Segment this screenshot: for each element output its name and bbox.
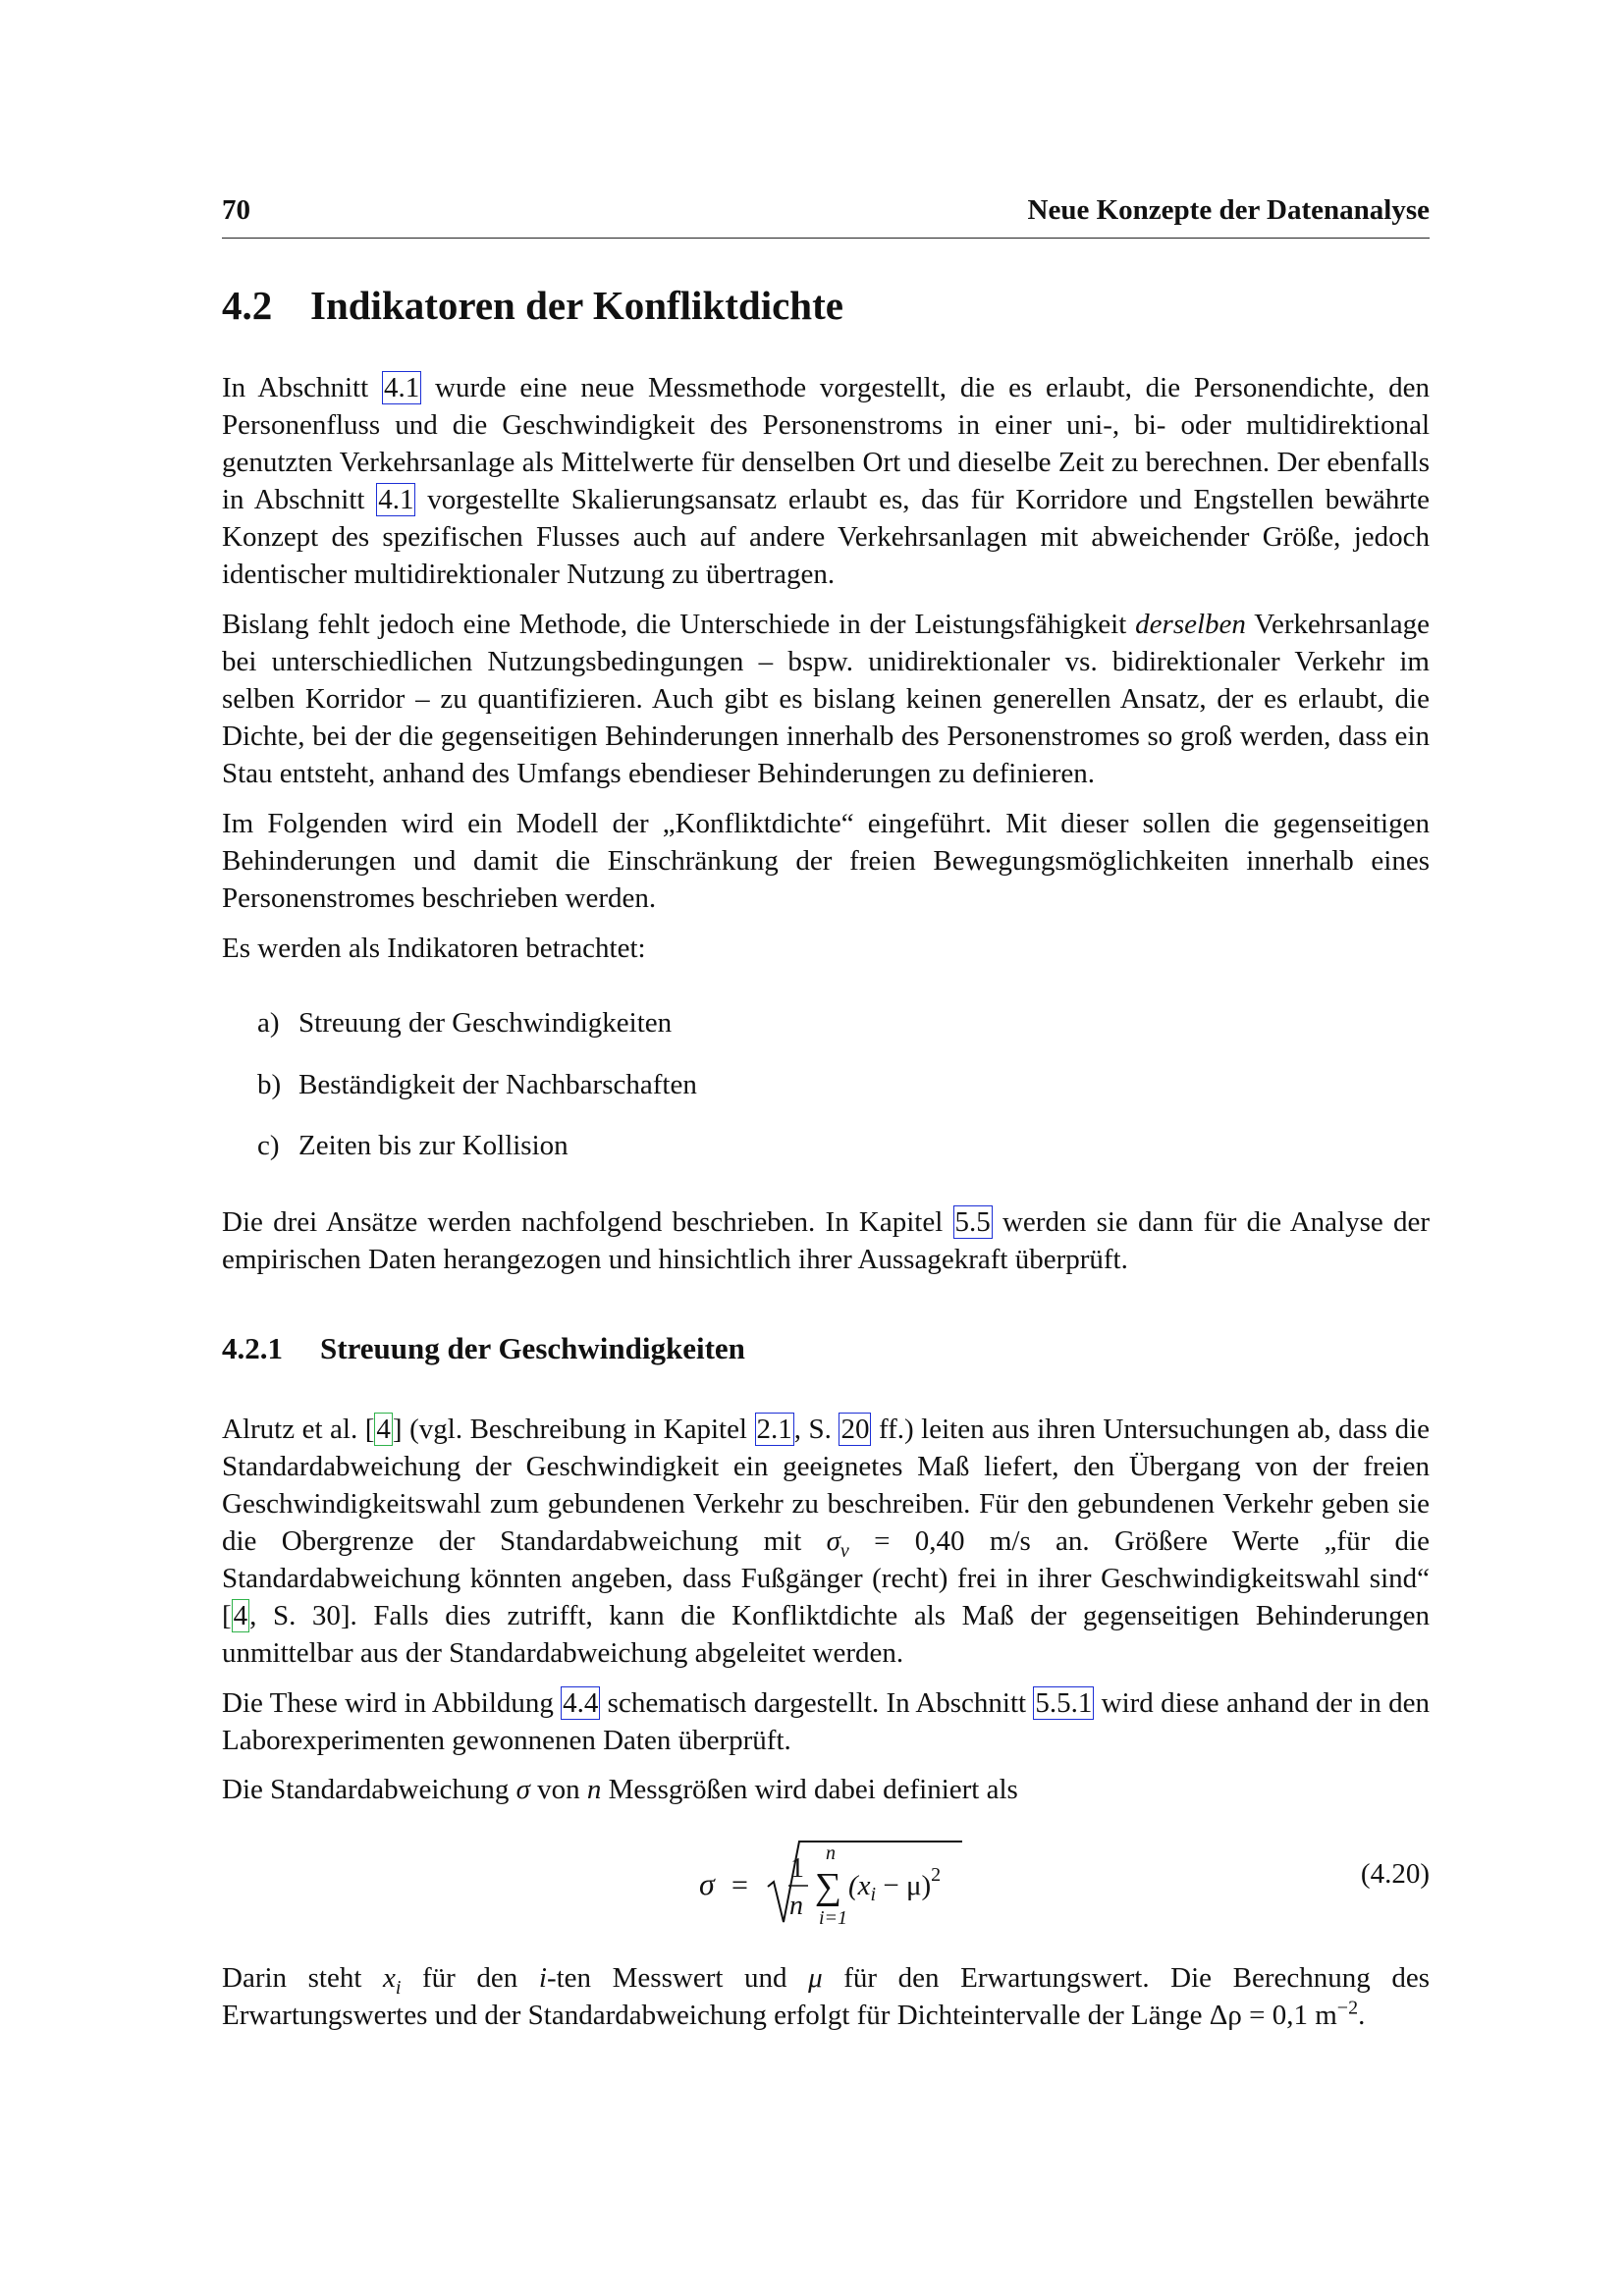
math-symbol: σ xyxy=(515,1774,530,1805)
eq-power: 2 xyxy=(931,1864,942,1886)
list-item xyxy=(257,1004,672,1041)
citation-link[interactable]: 4 xyxy=(376,1414,391,1445)
math-symbol: σ xyxy=(826,1525,840,1557)
eq-sum-symbol: ∑ xyxy=(815,1866,842,1907)
equation-graphic xyxy=(222,1822,1204,1940)
eq-lhs: σ xyxy=(699,1866,715,1901)
text-run: für den xyxy=(401,1962,539,1994)
eq-term-sub: i xyxy=(870,1884,877,1905)
eq-frac-num: 1 xyxy=(790,1853,804,1884)
list-label: b) xyxy=(257,1069,282,1100)
math-symbol: i xyxy=(538,1962,547,1994)
text-run: vorgestellte Skalierungsansatz erlaubt es, das für Korridore und Engstellen bewährte Konzept des spezifischen Flusses auch auf andere Verkehrsanlagen mit abweichender Größe, jedoch identischer multidirektionaler Nutzung zu übertragen. xyxy=(222,484,1430,590)
paragraph-8 xyxy=(222,1771,1430,1808)
list-item xyxy=(257,1066,697,1103)
text-run: ff.) leiten aus ihren Untersuchungen ab, dass die Standardabweichung der Geschwindigkeit ein geeignetes Maß liefert, den Übergang von der freien Geschwindigkeitswahl zum gebundenen Verkehr zu beschreiben. Für den gebundenen Verkehr geben sie die Obergrenze der Standardabweichung mit xyxy=(222,1414,1430,1557)
paragraph-2 xyxy=(222,606,1430,792)
math-symbol: μ xyxy=(808,1962,823,1994)
text-run: werden sie dann für die Analyse der empirischen Daten herangezogen und hinsichtlich ihrer Aussagekraft überprüft. xyxy=(222,1206,1430,1275)
cross-reference-link[interactable]: 5.5 xyxy=(954,1206,991,1238)
eq-term-rest: − μ) xyxy=(876,1870,932,1901)
text-run: wurde eine neue Messmethode vorgestellt, die es erlaubt, die Personendichte, den Personenfluss und die Geschwindigkeit des Personenstroms in einer uni-, bi- oder multidirektional genutzten Verkehrsanlage als Mittelwerte für denselben Ort und dieselbe Zeit zu berechnen. Der ebenfalls in Abschnitt xyxy=(222,372,1430,515)
cross-reference-link[interactable]: 20 xyxy=(840,1414,870,1445)
paragraph-1 xyxy=(222,369,1430,593)
list-label: a) xyxy=(257,1007,280,1039)
text-run: von xyxy=(529,1774,587,1805)
cross-reference-link[interactable]: 2.1 xyxy=(756,1414,792,1445)
eq-term-x: (x xyxy=(848,1870,871,1901)
section-title: Indikatoren der Konfliktdichte xyxy=(310,283,843,328)
math-symbol: x xyxy=(383,1962,396,1994)
subsection-number: 4.2.1 xyxy=(222,1331,283,1365)
paragraph-7 xyxy=(222,1684,1430,1759)
math-symbol: n xyxy=(586,1774,602,1805)
text-run: -ten Messwert und xyxy=(546,1962,809,1994)
list-label: c) xyxy=(257,1130,280,1161)
eq-frac-den: n xyxy=(789,1891,803,1921)
text-run: = 0,40 m/s an. Größere Werte „für die Standardabweichung könnten angeben, dass Fußgänger (recht) frei in ihrer Geschwindigkeitswahl sind“ [ xyxy=(222,1525,1430,1631)
subsection-title: Streuung der Geschwindigkeiten xyxy=(320,1331,745,1365)
eq-sum-lower: i=1 xyxy=(819,1907,848,1929)
text-run: , S. xyxy=(793,1414,839,1445)
text-run: schematisch dargestellt. In Abschnitt xyxy=(600,1687,1034,1719)
emphasis: derselben xyxy=(1135,609,1246,640)
list-item xyxy=(257,1127,568,1164)
eq-term xyxy=(848,1864,941,1905)
text-run: Darin steht xyxy=(222,1962,383,1994)
text-run: . xyxy=(1358,2000,1366,2031)
cross-reference-link[interactable]: 4.1 xyxy=(383,372,420,403)
math-subscript: i xyxy=(395,1976,402,1999)
running-header xyxy=(222,192,1430,239)
paragraph-9 xyxy=(222,1959,1430,2034)
math-subscript: v xyxy=(839,1539,849,1562)
citation-link[interactable]: 4 xyxy=(233,1600,248,1631)
math-superscript: −2 xyxy=(1336,1997,1359,2019)
page-number: 70 xyxy=(222,194,250,226)
text-run: Die Standardabweichung xyxy=(222,1774,516,1805)
text-run: Die drei Ansätze werden nachfolgend beschrieben. In Kapitel xyxy=(222,1206,953,1238)
text-run: In Abschnitt xyxy=(222,372,382,403)
text-run: Alrutz et al. [ xyxy=(222,1414,375,1445)
paragraph-3: Im Folgenden wird ein Modell der „Konfliktdichte“ eingeführt. Mit dieser sollen die gegenseitigen Behinderungen und damit die Einschränkung der freien Bewegungsmöglichkeiten innerhalb eines Personenstromes beschrieben werden. xyxy=(222,808,1430,914)
cross-reference-link[interactable]: 4.4 xyxy=(563,1687,599,1719)
section-heading xyxy=(222,282,843,329)
eq-sum-upper: n xyxy=(826,1842,836,1864)
equation-4-20 xyxy=(222,1822,1430,1940)
equation-number: (4.20) xyxy=(1360,1858,1430,1890)
subsection-heading xyxy=(222,1331,745,1366)
paragraph-4: Es werden als Indikatoren betrachtet: xyxy=(222,933,646,964)
list-text: Beständigkeit der Nachbarschaften xyxy=(298,1069,697,1100)
text-run: ] (vgl. Beschreibung in Kapitel xyxy=(392,1414,755,1445)
chapter-title: Neue Konzepte der Datenanalyse xyxy=(1027,194,1430,226)
section-number: 4.2 xyxy=(222,283,273,328)
eq-equals: = xyxy=(731,1869,748,1901)
cross-reference-link[interactable]: 4.1 xyxy=(378,484,414,515)
list-text: Zeiten bis zur Kollision xyxy=(298,1130,568,1161)
text-run: Verkehrsanlage bei unterschiedlichen Nutzungsbedingungen – bspw. unidirektionaler vs. bidirektionaler Verkehr im selben Korridor – zu quantifizieren. Auch gibt es bislang keinen generellen Ansatz, der es erlaubt, die Dichte, bei der die gegenseitigen Behinderungen innerhalb des Personenstromes so groß werden, dass ein Stau entsteht, anhand des Umfangs ebendieser Behinderungen zu definieren. xyxy=(222,609,1430,789)
text-run: wird diese anhand der in den Laborexperimenten gewonnenen Daten überprüft. xyxy=(222,1687,1430,1756)
text-run: Bislang fehlt jedoch eine Methode, die Unterschiede in der Leistungsfähigkeit xyxy=(222,609,1136,640)
text-run: , S. 30]. Falls dies zutrifft, kann die Konfliktdichte als Maß der gegenseitigen Behinderungen unmittelbar aus der Standardabweichung abgeleitet werden. xyxy=(222,1600,1430,1669)
cross-reference-link[interactable]: 5.5.1 xyxy=(1035,1687,1093,1719)
list-text: Streuung der Geschwindigkeiten xyxy=(298,1007,673,1039)
paragraph-5 xyxy=(222,1203,1430,1278)
text-run: Messgrößen wird dabei definiert als xyxy=(601,1774,1018,1805)
paragraph-6 xyxy=(222,1411,1430,1672)
text-run: für den Erwartungswert. Die Berechnung des Erwartungswertes und der Standardabweichung erfolgt für Dichteintervalle der Länge Δρ = 0,1 m xyxy=(222,1962,1431,2031)
text-run: Die These wird in Abbildung xyxy=(222,1687,562,1719)
